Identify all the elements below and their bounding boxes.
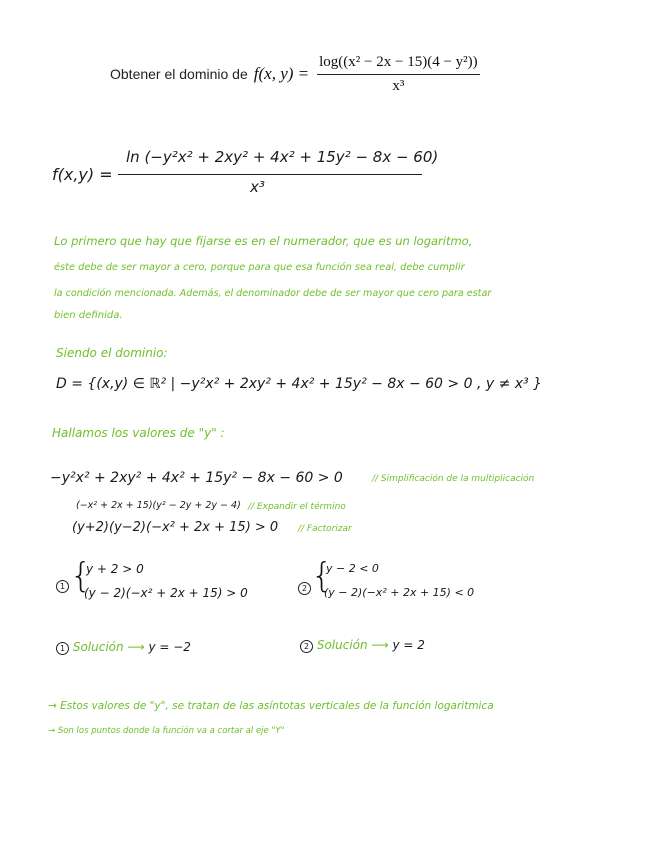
case2-number: 2: [298, 582, 311, 595]
step-expanded: (−x² + 2x + 15)(y² − 2y + 2y − 4): [76, 500, 241, 511]
solution1-value: y = −2: [148, 640, 191, 654]
problem-fraction: [317, 54, 480, 95]
conclusion-line: → Son los puntos donde la función va a cortar al eje "Y": [48, 726, 285, 736]
hw-denominator: x³: [250, 178, 265, 196]
solution1-number: 1: [56, 642, 69, 655]
domain-set: D = {(x,y) ∈ ℝ² | −y²x² + 2xy² + 4x² + 15y² − 8x − 60 > 0 , y ≠ x³ }: [56, 376, 543, 392]
solution2-label: Solución: [316, 638, 368, 652]
hw-numerator: ln (−y²x² + 2xy² + 4x² + 15y² − 8x − 60): [126, 148, 439, 166]
step-factored: (y+2)(y−2)(−x² + 2x + 15) > 0: [72, 520, 279, 535]
conclusion-line: → Estos valores de "y", se tratan de las asíntotas verticales de la función logaritmica: [48, 700, 494, 712]
solution2-value: y = 2: [392, 638, 425, 652]
step-expanded-note: // Expandir el término: [248, 502, 346, 512]
problem-lead: Obtener el dominio de: [110, 66, 248, 82]
case1-brace: {: [70, 556, 92, 596]
solution2-number: 2: [300, 640, 313, 653]
domain-label: Siendo el dominio:: [56, 346, 168, 360]
case1-marker: [56, 574, 69, 593]
problem-denominator: x³: [392, 77, 405, 94]
problem-function: f(x, y) =: [253, 64, 310, 83]
explanation-line: Lo primero que hay que fijarse es en el numerador, que es un logaritmo,: [54, 234, 473, 248]
explanation-line: éste debe de ser mayor a cero, porque para que esa función sea real, debe cumplir: [54, 262, 465, 273]
problem-numerator: log((x² − 2x − 15)(4 − y²)): [317, 54, 480, 75]
case1-number: 1: [56, 580, 69, 593]
case1-line1: y + 2 > 0: [86, 562, 144, 576]
case2-marker: [298, 576, 311, 595]
explanation-line: bien definida.: [54, 310, 123, 321]
step-inequality: −y²x² + 2xy² + 4x² + 15y² − 8x − 60 > 0: [50, 470, 343, 486]
case2-line1: y − 2 < 0: [326, 562, 379, 575]
find-label: Hallamos los valores de "y" :: [52, 426, 225, 440]
solution1-label: Solución: [72, 640, 124, 654]
solution1: [56, 640, 191, 655]
step-inequality-note: // Simplificación de la multiplicación: [372, 474, 535, 484]
case1-line2: (y − 2)(−x² + 2x + 15) > 0: [84, 586, 248, 600]
case2-brace: {: [311, 556, 333, 596]
step-factored-note: // Factorizar: [298, 524, 352, 534]
hw-function-label: f(x,y) =: [52, 165, 113, 184]
solution1-arrow: ⟶: [127, 640, 145, 654]
explanation-line: la condición mencionada. Además, el denominador debe de ser mayor que cero para estar: [54, 288, 492, 299]
solution2-arrow: ⟶: [371, 638, 389, 652]
solution2: [300, 638, 425, 653]
hw-fraction-line: [118, 174, 422, 175]
case2-line2: (y − 2)(−x² + 2x + 15) < 0: [324, 586, 475, 599]
problem-statement: [110, 48, 480, 100]
